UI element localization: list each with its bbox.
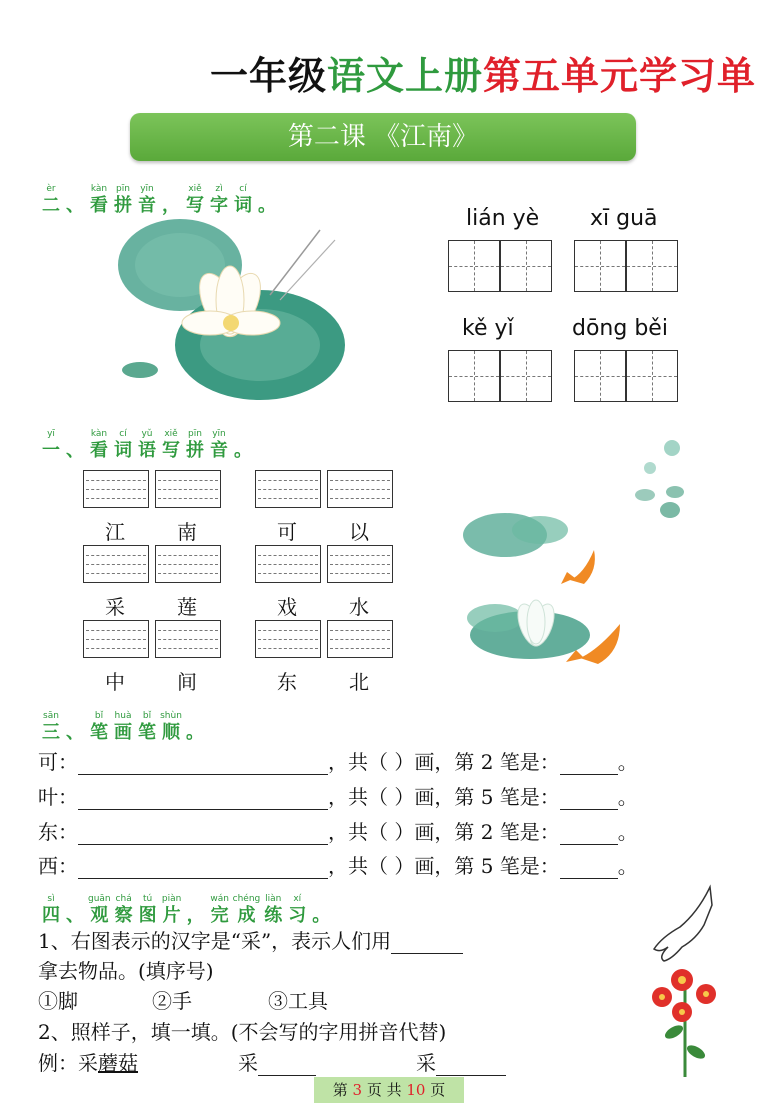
vocab-char: 江 [105, 520, 125, 544]
hanzi: ， [162, 195, 180, 216]
pinyin-annotation: yīn [140, 184, 154, 194]
pinyin-word-3: kě yǐ [462, 316, 514, 341]
hanzi: 二 [42, 195, 60, 216]
vocab-char: 莲 [177, 595, 197, 619]
stroke-char-label: 东： [38, 820, 78, 844]
hanzi: 成 [237, 905, 256, 926]
vocab-char: 戏 [277, 595, 297, 619]
stroke-order-blank[interactable] [78, 823, 328, 845]
heading-char [233, 894, 261, 927]
heading-char [88, 184, 110, 217]
period: 。 [617, 750, 638, 774]
hanzi: 看 [90, 195, 108, 216]
pinyin-four-line-box[interactable] [255, 545, 321, 583]
lotus-leaf-illustration [110, 205, 350, 405]
writing-grid-box[interactable] [448, 350, 500, 402]
pinyin-four-line-box[interactable] [83, 545, 149, 583]
hanzi: ， [186, 905, 205, 926]
period: 。 [617, 854, 638, 878]
pinyin-annotation: chá [115, 894, 132, 904]
vocab-char: 中 [105, 670, 125, 694]
pinyin-annotation: guān [88, 894, 111, 904]
hanzi: 习 [288, 905, 307, 926]
pinyin-annotation: bǐ [142, 711, 152, 721]
stroke-answer-blank[interactable] [560, 788, 618, 810]
hanzi: 笔 [90, 722, 108, 743]
heading-char [64, 429, 86, 462]
stroke-char-label: 西： [38, 854, 78, 878]
hanzi: 练 [264, 905, 283, 926]
option-3: ③工具 [268, 989, 328, 1013]
heading-char [40, 711, 62, 744]
writing-grid-box[interactable] [574, 240, 626, 292]
vocab-char: 可 [277, 520, 297, 544]
pinyin-word-1: lián yè [466, 206, 540, 231]
pinyin-annotation: yǔ [141, 429, 153, 439]
option-1: ①脚 [38, 989, 78, 1013]
heading-char [88, 711, 110, 744]
page-title: 一年级语文上册第五单元学习单 [210, 54, 757, 98]
heading-char [113, 894, 135, 927]
pinyin-annotation: shùn [160, 711, 182, 721]
option-2: ②手 [152, 989, 192, 1013]
page-footer: 第 3 页 共 10 页 [314, 1077, 464, 1103]
question-1-cont: 拿去物品。(填序号) [38, 959, 214, 983]
stroke-order-blank[interactable] [78, 788, 328, 810]
hanzi: 看 [90, 440, 108, 461]
hanzi: 三 [42, 722, 60, 743]
pinyin-annotation: tú [143, 894, 153, 904]
hanzi: 图 [138, 905, 157, 926]
heading-char [40, 894, 62, 927]
stroke-order-blank[interactable] [78, 857, 328, 879]
section-heading-kan-ci [40, 420, 254, 462]
stroke-answer-blank[interactable] [560, 823, 618, 845]
section-heading-bishun [40, 702, 206, 744]
hanzi: 写 [186, 195, 204, 216]
heading-char [184, 711, 206, 744]
heading-char [209, 894, 231, 927]
writing-grid-box[interactable] [448, 240, 500, 292]
pinyin-annotation: bǐ [94, 711, 104, 721]
hanzi: 拼 [114, 195, 132, 216]
heading-char [88, 429, 110, 462]
lesson-banner: 第二课 《江南》 [130, 113, 636, 161]
heading-char [136, 711, 158, 744]
heading-char [136, 429, 158, 462]
stroke-question: ，共（ ）画，第 5 笔是： [328, 785, 560, 809]
period: 。 [617, 820, 638, 844]
hanzi: 、 [66, 195, 84, 216]
heading-char [137, 894, 159, 927]
question-2: 2、照样子，填一填。(不会写的字用拼音代替) [38, 1020, 447, 1044]
hanzi: 。 [234, 440, 252, 461]
pinyin-annotation: pīn [116, 184, 130, 194]
pinyin-four-line-box[interactable] [255, 470, 321, 508]
hanzi: 词 [114, 440, 132, 461]
pinyin-annotation: yīn [212, 429, 226, 439]
lotus-koi-illustration [460, 430, 700, 700]
hanzi: 片 [162, 905, 181, 926]
pinyin-four-line-box[interactable] [155, 620, 221, 658]
stroke-answer-blank[interactable] [560, 753, 618, 775]
hanzi: 、 [66, 440, 84, 461]
hanzi: 。 [258, 195, 276, 216]
pinyin-annotation: sì [47, 894, 55, 904]
writing-grid-box[interactable] [500, 350, 552, 402]
heading-char [161, 894, 183, 927]
pinyin-annotation: huà [114, 711, 132, 721]
pinyin-four-line-box[interactable] [155, 470, 221, 508]
heading-char [88, 894, 111, 927]
stroke-row [38, 781, 638, 810]
heading-char [160, 429, 182, 462]
stroke-char-label: 可： [38, 750, 78, 774]
hanzi: 。 [312, 905, 331, 926]
pinyin-annotation: èr [46, 184, 56, 194]
heading-char [64, 184, 86, 217]
pinyin-annotation: wán [210, 894, 229, 904]
pinyin-four-line-box[interactable] [327, 545, 393, 583]
pinyin-word-4: dōng běi [572, 316, 668, 341]
heading-char [64, 894, 86, 927]
hanzi: 四 [42, 905, 60, 926]
pinyin-annotation: pīn [188, 429, 202, 439]
pinyin-four-line-box[interactable] [83, 620, 149, 658]
pinyin-annotation: cí [119, 429, 127, 439]
example-line: 例：采蘑菇 [38, 1051, 138, 1075]
pinyin-annotation: yī [47, 429, 55, 439]
heading-char [40, 429, 62, 462]
hanzi: 完 [210, 905, 229, 926]
vocab-char: 以 [349, 520, 369, 544]
pinyin-annotation: chéng [232, 894, 261, 904]
hanzi: 画 [114, 722, 132, 743]
pinyin-four-line-box[interactable] [255, 620, 321, 658]
total-pages: 10 [406, 1081, 426, 1099]
writing-grid-box[interactable] [626, 240, 678, 292]
hand-picking-flower-illustration [640, 882, 730, 1082]
heading-char [184, 429, 206, 462]
fill-item-1: 采 [238, 1047, 316, 1076]
pinyin-annotation: cí [239, 184, 247, 194]
hanzi: 观 [90, 905, 109, 926]
heading-char [262, 894, 284, 927]
vocab-char: 南 [177, 520, 197, 544]
hanzi: 音 [138, 195, 156, 216]
hanzi: 。 [186, 722, 204, 743]
hanzi: 笔 [138, 722, 156, 743]
hanzi: 字 [210, 195, 228, 216]
stroke-char-label: 叶： [38, 785, 78, 809]
heading-char [232, 429, 254, 462]
heading-char [112, 429, 134, 462]
period: 。 [617, 785, 638, 809]
vocab-char: 间 [177, 670, 197, 694]
heading-char [208, 429, 230, 462]
vocab-char: 水 [349, 595, 369, 619]
answer-blank[interactable] [391, 932, 463, 954]
pinyin-annotation: liàn [265, 894, 282, 904]
stroke-row [38, 850, 638, 879]
heading-char [112, 711, 134, 744]
writing-grid-box[interactable] [574, 350, 626, 402]
pinyin-annotation: xiě [164, 429, 178, 439]
stroke-answer-blank[interactable] [560, 857, 618, 879]
pinyin-word-2: xī guā [590, 206, 658, 231]
pinyin-annotation: piàn [161, 894, 182, 904]
heading-char [310, 894, 332, 927]
stroke-question: ，共（ ）画，第 5 笔是： [328, 854, 560, 878]
pinyin-annotation: kàn [90, 429, 108, 439]
heading-char [64, 711, 86, 744]
vocab-char: 东 [277, 670, 297, 694]
hanzi: 音 [210, 440, 228, 461]
stroke-order-blank[interactable] [78, 753, 328, 775]
page-number: 3 [352, 1081, 363, 1099]
hanzi: 顺 [162, 722, 180, 743]
stroke-row [38, 746, 638, 775]
pinyin-four-line-box[interactable] [327, 470, 393, 508]
hanzi: 语 [138, 440, 156, 461]
pinyin-annotation: xiě [188, 184, 202, 194]
vocab-char: 采 [105, 595, 125, 619]
hanzi: 一 [42, 440, 60, 461]
pinyin-annotation: kàn [90, 184, 108, 194]
vocab-char: 北 [349, 670, 369, 694]
hanzi: 词 [234, 195, 252, 216]
hanzi: 拼 [186, 440, 204, 461]
heading-char [185, 894, 207, 927]
question-1: 1、右图表示的汉字是“采”，表示人们用 [38, 925, 463, 954]
heading-char [160, 711, 182, 744]
answer-blank[interactable] [258, 1054, 316, 1076]
pinyin-four-line-box[interactable] [327, 620, 393, 658]
writing-grid-box[interactable] [626, 350, 678, 402]
hanzi: 写 [162, 440, 180, 461]
fill-item-2: 采 [416, 1047, 506, 1076]
pinyin-four-line-box[interactable] [155, 545, 221, 583]
writing-grid-box[interactable] [500, 240, 552, 292]
heading-char [40, 184, 62, 217]
pinyin-annotation: xí [293, 894, 302, 904]
pinyin-four-line-box[interactable] [83, 470, 149, 508]
stroke-row [38, 816, 638, 845]
pinyin-annotation: sān [43, 711, 59, 721]
pinyin-annotation: zì [215, 184, 223, 194]
hanzi: 察 [114, 905, 133, 926]
answer-blank[interactable] [436, 1054, 506, 1076]
hanzi: 、 [66, 905, 84, 926]
section-heading-guancha [40, 885, 332, 927]
heading-char [286, 894, 308, 927]
stroke-question: ，共（ ）画，第 2 笔是： [328, 820, 560, 844]
stroke-question: ，共（ ）画，第 2 笔是： [328, 750, 560, 774]
hanzi: 、 [66, 722, 84, 743]
